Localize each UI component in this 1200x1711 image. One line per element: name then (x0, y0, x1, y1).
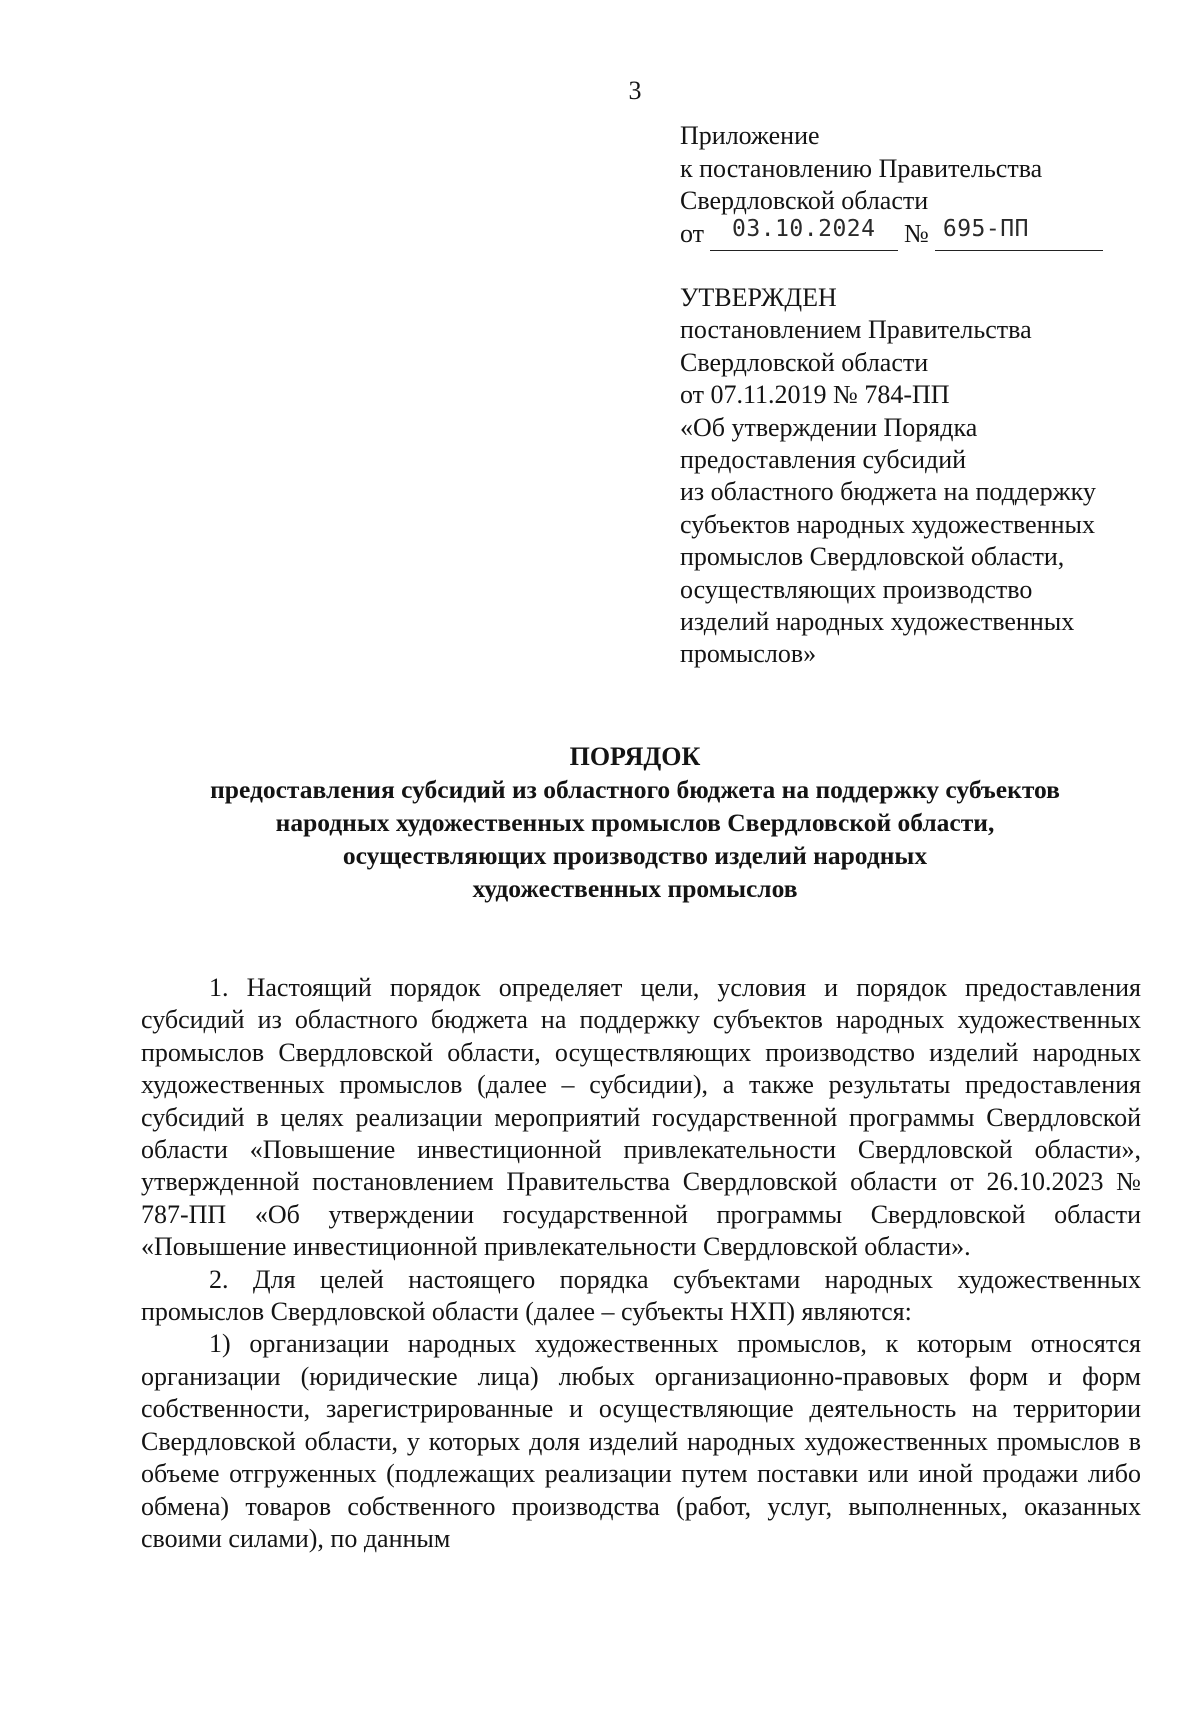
registration-row (680, 218, 1140, 252)
approved-line: осуществляющих производство (680, 574, 1033, 604)
document-body (141, 972, 1141, 1555)
date-value: 03.10.2024 (732, 216, 876, 242)
date-prefix: от (680, 219, 705, 248)
approved-line: УТВЕРЖДЕН (680, 283, 837, 312)
title-main: ПОРЯДОК (569, 742, 701, 771)
date-field (710, 218, 898, 251)
number-value: 695-ПП (942, 216, 1029, 242)
approved-line: предоставления субсидий (680, 445, 967, 475)
number-field (935, 218, 1103, 251)
paragraph: 1. Настоящий порядок определяет цели, условия и порядок предоставления субсидий из областного бюджета на поддержку субъектов народных художественных промыслов Свердловской области, осуществляющих производство изделий народных художественных промыслов (далее – субсидии), а также результаты предоставления субсидий в целях реализации мероприятий государственной программы Свердловской области «Повышение инвестиционной привлекательности Свердловской области», утвержденной постановлением Правительства Свердловской области от 26.10.2023 № 787-ПП «Об утверждении государственной программы Свердловской области «Повышение инвестиционной привлекательности Свердловской области». (141, 973, 1141, 1262)
approved-line: промыслов Свердловской области, (680, 542, 1065, 572)
title-line: предоставления субсидий из областного бюджета на поддержку субъектов (210, 775, 1060, 804)
appendix-line: к постановлению Правительства (680, 153, 1043, 183)
title-line: художественных промыслов (472, 874, 798, 903)
approved-line: из областного бюджета на поддержку (680, 477, 1096, 507)
approved-line: «Об утверждении Порядка (680, 412, 978, 442)
paragraph: 2. Для целей настоящего порядка субъектами народных художественных промыслов Свердловской области (далее – субъекты НХП) являются: (141, 1264, 1141, 1327)
approved-line: от 07.11.2019 № 784-ПП (680, 380, 950, 410)
title-line: осуществляющих производство изделий народных (342, 841, 928, 870)
document-title (0, 740, 1200, 905)
appendix-block (680, 120, 1140, 252)
number-sign: № (904, 219, 929, 248)
appendix-line: Приложение (680, 121, 820, 150)
appendix-line: Свердловской области (680, 186, 929, 215)
title-line: народных художественных промыслов Свердловской области, (275, 808, 995, 837)
approved-block (680, 282, 1160, 671)
approved-line: изделий народных художественных (680, 607, 1075, 637)
approved-line: Свердловской области (680, 347, 929, 377)
paragraph: 1) организации народных художественных промыслов, к которым относятся организации (юридические лица) любых организационно-правовых форм и форм собственности, зарегистрированные и осуществляющие деятельность на территории Свердловской области, у которых доля изделий народных художественных промыслов в объеме отгруженных (подлежащих реализации путем поставки или иной продажи либо обмена) товаров собственного производства (работ, услуг, выполненных, оказанных своими силами), по данным (141, 1329, 1141, 1553)
approved-line: постановлением Правительства (680, 315, 1032, 345)
page-number: 3 (628, 76, 642, 105)
approved-line: промыслов» (680, 639, 817, 669)
approved-line: субъектов народных художественных (680, 509, 1095, 539)
